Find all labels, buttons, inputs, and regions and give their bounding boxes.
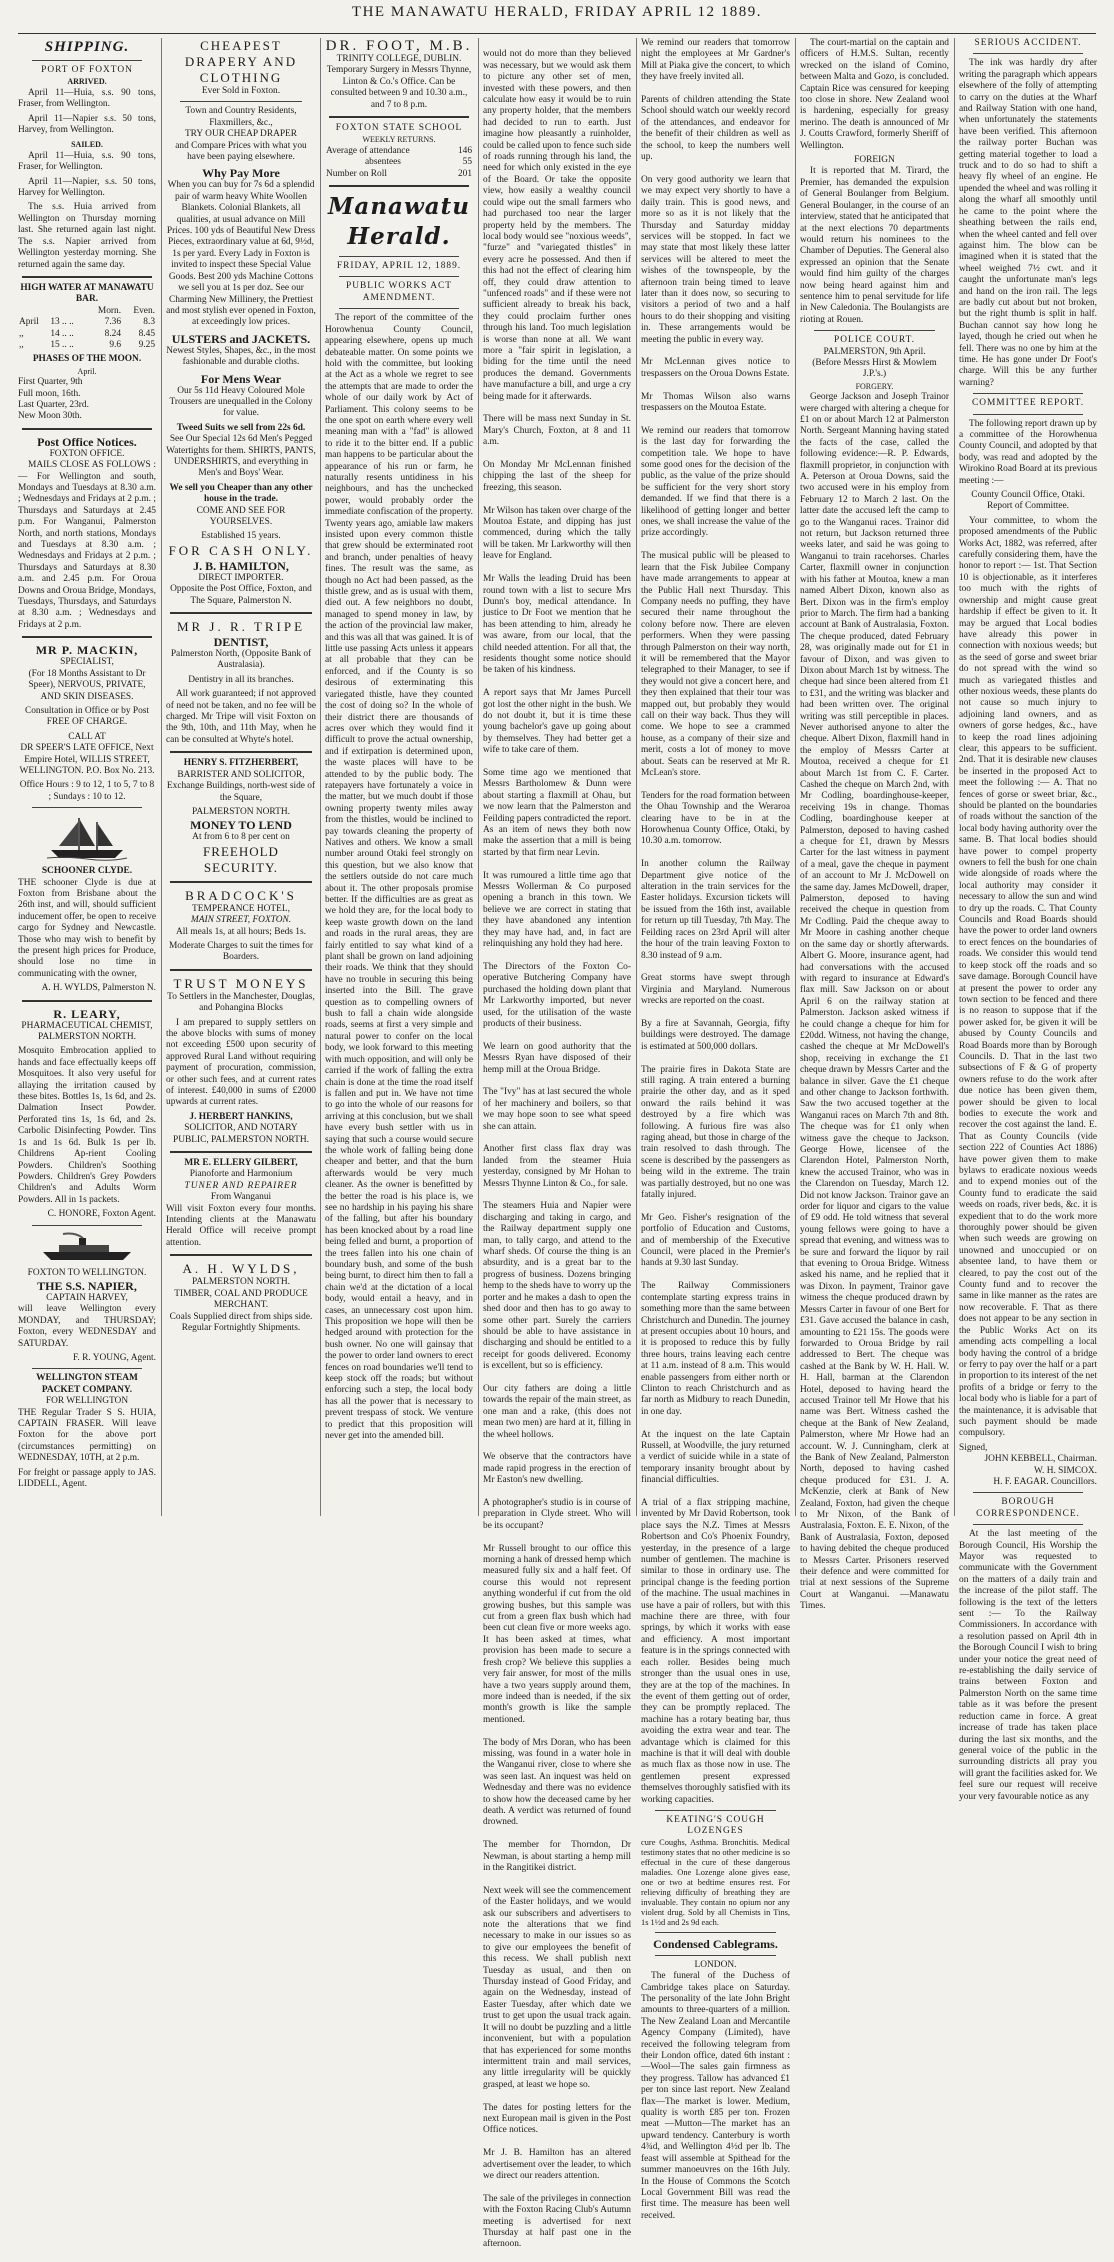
- cheaper-subheading: COME AND SEE FOR YOURSELVES.: [196, 505, 286, 527]
- hamilton-title: DIRECT IMPORTER.: [198, 572, 284, 583]
- divider: [973, 1524, 1083, 1525]
- column-adverts: [166, 38, 316, 1516]
- mens-wear-body: Our 5s 11d Heavy Coloured Mole Trousers are unequalled in the Colony for value.: [169, 385, 313, 419]
- tide-col-even: Even.: [133, 305, 155, 316]
- school-heading: FOXTON STATE SCHOOL: [335, 123, 463, 134]
- moon-phase: First Quarter, 9th: [18, 377, 83, 388]
- school-row: Average of attendance 146: [326, 145, 472, 156]
- fitzherbert-town: PALMERSTON NORTH.: [192, 806, 290, 817]
- mackin-call: CALL AT: [68, 731, 106, 742]
- napier-captain: CAPTAIN HARVEY,: [46, 1292, 128, 1303]
- gilbert-from: From Wanganui: [210, 1192, 272, 1203]
- divider: [170, 1151, 312, 1153]
- sailing-entry: April 11—Huia, s.s. 90 tons, Fraser, for Wellington.: [18, 150, 156, 173]
- divider: [22, 428, 152, 430]
- divider: [339, 308, 459, 309]
- news-body: We remind our readers that tomorrow night the employees at Mr Gardner's Mill at Piaka give the concert, to which they have freely invited all. Parents of children attending the State School should watch our weekly record of the attendances, and endeavor for the benefit of their children as well as the school, to keep the numbers well up. On very good authority we learn that we may expect very shortly to have a daily train. This is good news, and more so as it is not likely that the Thursday and Saturday midday services will be stopped. In fact we may state that most likely these latter services will be altered to meet the wishes of the townspeople, by the afternoon train being timed to leave later than it does now, so securing to visitors a period of two and a half hours to do their shopping and visiting in. These arrangements would be meeting the public in every way. Mr McLennan gives notice to trespassers on the Oroua Downs Estate. Mr Thomas Wilson also warns trespassers on the Moutoa Estate. We remind our readers that tomorrow is the last day for forwarding the competition tale. We hope to have some good ones for the decision of the public, as the value of the prize should be sufficient for the very short story demanded. If we find that there is a likelihood of getting longer and better ones, we shall increase the value of the prize accordingly. The musical public will be pleased to learn that the Fisk Jubilee Company have made arrangements to appear at the Public Hall next Thursday. This Company needs no puffing, they have secured their name throughout the colony before now. There are eleven performers. When they were passing through Palmerston on their way north, it will be remembered that the Mayor telegraphed to their Manager, to see if they would not give a concert here, and they then explained that their tour was mapped out, but probably they would call on their way back. Thus they will come. We hope to see a crammed house, as a company of their size and merit, costs a lot of money to move about. Seats can be reserved at Mr R. McLean's store. Tenders for the road formation between the Ohau Township and the Weraroa clearing have to be in at the Horowhenua County Office, Otaki, by 10.30 a.m. tomorrow. In another column the Railway Department give notice of the alteration in the train services for the Easter holidays. Excursion tickets will be issued from the 16th inst, available for return up till Tuesday, 7th May. The Feilding races on 23rd April will alter the hour of the train leaving Foxton to 8.30 instead of 9 a.m. Great storms have swept through Virginia and Maryland. Numerous wrecks are reported on the coast. By a fire at Savannah, Georgia, fifty buildings were destroyed. The damage is estimated at 500,000 dollars. The prairie fires in Dakota State are still raging. A train entered a burning prairie the other day, and as it sped onward the rails behind it was destroyed by a fire which was following. A furious fire was also raging ahead, but those in charge of the train resolved to dash through. The scene is described by the passengers as being wild in the extreme. The train was partially destroyed, but no one was fatally injured. Mr Geo. Fisher's resignation of the portfolio of Education and Customs, and of membership of the Executive Council, were placed in the Premier's hands at 9.30 last Sunday. The Railway Commissioners contemplate starting express trains in something more than the same between Christchurch and Dunedin. The journey at present occupies about 10 hours, and it is proposed to reduce this by fully three hours, trains leaving each centre at 11 a.m. instead of 8 a.m. This would enable passengers from either north or Clinton to reach Christchurch and as far north as Midbury to reach Dunedin, in one day. At the inquest on the late Captain Russell, at Woodville, the jury returned a verdict of suicide while in a state of temporary insanity brought about by financial difficulties. A trial of a flax stripping machine, invented by Mr David Robertson, took place says the N.Z. Times at Messrs Robertson and Co's Phoenix Foundry, yesterday, in the presence of a large number of gentlemen. The machine is similar to those in ordinary use. The principal change is the feeding portion of the machine. The usual machines in use have a pair of rollers, but with this machine there are three, with four springs, by which it works with ease and efficiency. A most important feature is in the springs connected with each roller. Besides being much stronger than the usual ones in use, they are at the top of the machines. In the event of them getting out of order, they can be promptly replaced. The machine has a rotary beating bar, thus avoiding the extra wear and tear. The advantage which is claimed for this machine is that it will deal with double as much flax as those now in use. The gentlemen present expressed themselves thoroughly satisfied with its working capacities.: [641, 38, 791, 1805]
- column-rule: [636, 38, 637, 1516]
- post-office-subheading: FOXTON OFFICE.: [49, 448, 125, 459]
- cheapest-subheading: Ever Sold in Foxton.: [201, 86, 281, 96]
- trust-moneys-heading: TRUST MONEYS: [173, 975, 309, 991]
- moon-phase: Last Quarter, 23rd.: [18, 399, 89, 410]
- committee-heading: COMMITTEE REPORT.: [971, 398, 1085, 409]
- moon-phase: New Moon 30th.: [18, 411, 82, 422]
- divider: [32, 1368, 142, 1369]
- tweed-body: See Our Special 12s 6d Men's Pegged Watertights for them. SHIRTS, PANTS, UNDERSHIRTS, and everything in Men's and Boys' Wear.: [166, 434, 316, 479]
- divider: [339, 276, 459, 277]
- wsp-schedule: THE Regular Trader S S. HUIA, CAPTAIN FRASER. Will leave Foxton for the above port (circumstances permitting) on WEDNESDAY, 10TH, at 2 p.m.: [18, 1407, 156, 1464]
- tripe-body: All work guaranteed; if not approved of need not be taken, and no fee will be charged. Mr Tripe will visit Foxton on the 9th, 10th, and 11th May, when he can be consulted at Whyte's hotel.: [166, 689, 316, 745]
- mackin-hours: Office Hours : 9 to 12, 1 to 5, 7 to 8 ; Sundays : 10 to 12.: [19, 780, 155, 802]
- school-row: absentees 55: [365, 157, 472, 168]
- wylds-body: Coals Supplied direct from ships side. Regular Fortnightly Shipments.: [169, 1311, 313, 1333]
- wsp-destination: FOR WELLINGTON: [45, 1396, 129, 1407]
- divider: [814, 330, 935, 331]
- fitzherbert-title: BARRISTER AND SOLICITOR,: [177, 769, 305, 780]
- clyde-heading: SCHOONER CLYDE.: [41, 866, 133, 877]
- committee-intro: The following report drawn up by a committee of the Horowhenua County Council, and adopted by that body, was read and adopted by the Wirokino Road Board at its previous meeting :—: [959, 418, 1098, 486]
- divider: [655, 1955, 776, 1956]
- divider: [655, 1810, 776, 1811]
- divider: [22, 276, 152, 278]
- gilbert-name: MR E. ELLERY GILBERT,: [184, 1158, 298, 1169]
- tide-col-morn: Morn.: [97, 305, 122, 316]
- wylds-name: A. H. WYLDS,: [182, 1261, 300, 1277]
- money-rate: At from 6 to 8 per cent on: [192, 832, 290, 843]
- napier-signature: F. R. YOUNG, Agent.: [72, 1352, 156, 1363]
- local-news-body: would not do more than they believed was necessary, but we would ask them to picture any other set of men, invested with these powers, and then calculate how easy it would be to ruin any property holder, that the members had decided to run to earth. Just imagine how pleasantly a ruinholder, could be called upon to fence such side of roads running through his land, the need for which only existed in the eye of the Board. Or take the opposite view, how easily a wealthy council could wipe out the small farmers who had purchased too near the larger property held by the members. The local body would see "noxious weeds", "furze" and "variegated thistles" in every acre he possessed. And then if this had not the effect of clearing him off, they could draw attention to "unfenced roads" and if these were not sufficient already to break his back, they could proclaim further ones through his land. Too much legislation is worse than none at all. We want more a "fair spirit in legislation, a biding for the time until the need produces the demand. Governments have manufacture a bill, and urge a cry being made for it afterwards. There will be mass next Sunday in St. Mary's Church, Foxton, at 8 and 11 a.m. On Monday Mr McLennan finished chipping the last of the sheep for freezing, this season. Mr Wilson has taken over charge of the Moutoa Estate, and dipping has just commenced, during which the tally will be taken. Mr Larkworthy will then leave for England. Mr Walls the leading Druid has been round town with a list to secure Mrs Dunn's boy, medical attendance. In justice to Dr Foot we mention that he has been attending to him, already he was aware, from our local, that the child needed attention. For all that, the residents thought some notice should be taken of his kindness. A report says that Mr James Purcell got lost the other night in the bush. We do not doubt it, but it is time these young bachelor's gave up going about by themselves. They had better get a wife to take care of them. Some time ago we mentioned that Messrs Bartholomew & Dunn were about starting a flaxmill at Ohau, but we now learn that the Palmerston and Feilding papers contradicted the report. As an item of news they both now make the assertion that a mill is being started by that firm near Levin. It was rumoured a little time ago that Messrs Wollerman & Co purposed opening a branch in this town. We believe we are correct in stating that they have abandoned any intention they may have had, and, in fact are relinquishing any hold they had here. The Directors of the Foxton Co-operative Butchering Company have purchased the holding down plant that Mr Larkworthy imported, but never used, for the utilisation of the waste products of their business. We learn on good authority that the Messrs Ryan have disposed of their hemp mill at the Oroua Bridge. The "Ivy" has at last secured the whole of her machinery and boilers, so that we may hope soon to see what speed she can attain. Another first class flax dray was landed from the steamer Huia yesterday, consigned by Mr Hohan to Messrs Thynne Linton & Co., for sale. The steamers Huia and Napier were discharging and taking in cargo, and the Railway department supply one man, to tally cargo, and attend to the wharf sheds. Of course the thing is an absurdity, and is a great bar to the progress of business. Dozens bringing hemp to the sheds have to worry up the porter and he makes a dash to open the shed door and then has to go away to some other part. Surely the carriers should be able to have assistance in discharging and should be entitled to a receipt for goods delivered. Economy is excellent, but so is efficiency. Our city fathers are doing a little towards the repair of the main street, as one man and a rake, (this does not mean two men) are hard at it, filling in the wheel hollows. We observe that the contractors have made rapid progress in the erection of Mr Easton's new dwelling. A photographer's studio is in course of preparation in Clyde street. Who will be its occupant? Mr Russell brought to our office this morning a hank of dressed hemp which measured fully six and a half feet. Of course this would not represent anything wonderful if cut from the old growing bushes, but this sample was cut from a green flax bush which had been cut clean five or more weeks ago. It has been asked at times, what provision has been made to secure a fresh crop? We believe this supplies a very fair answer, for most of the mills have a two years supply around them, more indeed than is needed, if the six month's growth is like the sample mentioned. The body of Mrs Doran, who has been missing, was found in a water hole in the Wanganui river, close to where she was seen last. An inquest was held on Wednesday and there was no evidence to show how the deceased came by her death. A verdict was returned of found drowned. The member for Thorndon, Dr Newman, is about starting a hemp mill in the Rangitikei district. Next week will see the commencement of the Easter holidays, and we would ask our subscribers and advertisers to note the alterations that we find necessary to make in our issues so as to give our employees the benefit of this recess. We shall publish next Tuesday as usual, and then on Thursday instead of Good Friday, and again on the Wednesday, instead of Easter Tuesday, after which date we trust to get upon the usual track again. It will no doubt be puzzling and a little inconvenient, but with a population that has experienced for some months intermittent train and mail services, any little irregularity will be quickly grasped, at least we hope so. The dates for posting letters for the next European mail is given in the Post Office notices. Mr J. B. Hamilton has an altered advertisement over the leader, to which we direct our readers attention. The sale of the privileges in connection with the Foxton Racing Club's Autumn meeting is advertised for next Thursday at half past one in the afternoon.: [483, 49, 631, 2250]
- police-court-charge: FORGERY.: [855, 381, 894, 391]
- committee-address: County Council Office, Otaki. Report of Committee.: [971, 490, 1085, 512]
- hankins-title: SOLICITOR, AND NOTARY PUBLIC, PALMERSTON NORTH.: [173, 1123, 309, 1145]
- leary-signature: C. HONORE, Foxton Agent.: [47, 1209, 156, 1220]
- cheapest-compare: and Compare Prices with what you have been paying elsewhere.: [175, 140, 307, 163]
- divider: [22, 1000, 152, 1002]
- tripe-title: DENTIST,: [213, 635, 269, 650]
- sailed-heading: SAILED.: [71, 140, 103, 150]
- divider: [973, 53, 1083, 54]
- divider: [22, 636, 152, 638]
- divider: [32, 1225, 142, 1226]
- ulsters-heading: ULSTERS and JACKETS.: [171, 331, 311, 346]
- cablegrams-london: LONDON.: [694, 1959, 737, 1970]
- divider: [973, 1492, 1083, 1493]
- keating-heading: KEATING'S COUGH LOZENGES: [666, 1814, 765, 1837]
- divider: [329, 185, 469, 187]
- divider: [170, 969, 312, 971]
- trust-moneys-subheading: To Settlers in the Manchester, Douglas, and Pohangina Blocks: [167, 991, 315, 1014]
- shipping-notes: The s.s. Huia arrived from Wellington on Thursday morning last. She returned again last night. The s.s. Napier arrived from Wellington yesterday morning. She returned again the same day.: [18, 202, 156, 270]
- mackin-title: SPECIALIST,: [60, 657, 114, 668]
- trust-moneys-body: I am prepared to supply settlers on the above blocks with sums of money not exceeding £500 upon security of approved Rural Land without requiring payment of procuration, commission, or other such fees, and at current rates of interest. £40,000 in sums of £2000 upwards at current rates.: [166, 1017, 316, 1108]
- issue-date: FRIDAY, APRIL 12, 1889.: [336, 261, 462, 272]
- foreign-heading: FOREIGN: [854, 155, 895, 166]
- clyde-notice: THE schooner Clyde is due at Foxton from Brisbane about the 26th inst, and will, should sufficient inducement offer, be open to receive cargo for Sydney and Newcastle. Those who may wish to benefit by the present high prices for Produce, should lose no time in communicating with the owner,: [18, 877, 156, 979]
- column-rule: [478, 38, 479, 1516]
- bradcock-meals: All meals 1s, at all hours; Beds 1s.: [176, 926, 306, 937]
- school-row: Number on Roll 201: [326, 168, 472, 179]
- tripe-dentistry: Dentistry in all its branches.: [188, 674, 294, 685]
- leary-title: PHARMACEUTICAL CHEMIST, PALMERSTON NORTH.: [21, 1020, 153, 1043]
- ulsters-body: Newest Styles, Shapes, &c., in the most fashionable and durable cloths.: [166, 345, 316, 368]
- tide-row: ,, 15 .. .. 9.6 9.25: [19, 339, 155, 350]
- tide-heading: HIGH WATER AT MANAWATU BAR.: [20, 282, 154, 305]
- hamilton-name: J. B. HAMILTON,: [193, 558, 289, 573]
- accident-heading: SERIOUS ACCIDENT.: [974, 38, 1082, 48]
- committee-signer: JOHN KEBBELL, Chairman.: [984, 1454, 1097, 1465]
- tide-table: [18, 306, 156, 352]
- tide-header-row: [18, 306, 156, 317]
- tide-row: ,, 14 .. .. 8.24 8.45: [19, 328, 155, 339]
- foreign-body: It is reported that M. Tirard, the Premier, has demanded the expulsion of General Boulanger from Belgium. General Boulanger, in the course of an interview, stated that he anticipated that at the next elections 70 departments would return his nominees to the Chamber of Deputies. The General also expressed an opinion that the Senate would find him guilty of the charges now being heard against him and sentence him to penal servitude for life in New Caledonia. The Boulangists are rioting at Rouen.: [800, 166, 949, 325]
- leary-advert: Mosquito Embrocation applied to hands and face effectually keeps off Mosquitoes. It also very useful for allaying the irritation caused by these bites. Bottles 1s, 1s 6d, and 2s. Dalmation Insect Powder. Perforated tins 1s, 1s 6d, and 2s. Carbolic Disinfecting Powder. Tins 1s and 1s 6d. Bulk 1s per lb. Childrens Ap-rient Cooling Powders. Children's Soothing Powders. Children's Grey Powders Children's and Adults Worm Powders. All in 1s packets.: [18, 1046, 156, 1205]
- why-pay-heading: Why Pay More: [202, 166, 280, 181]
- shipping-heading: SHIPPING.: [44, 39, 130, 55]
- wsp-freight: For freight or passage apply to JAS. LIDDELL, Agent.: [18, 1467, 156, 1490]
- clyde-signature: A. H. WYLDS, Palmerston N.: [41, 983, 156, 994]
- mackin-specialty: (For 18 Months Assistant to Dr Speer), NERVOUS, PRIVATE, AND SKIN DISEASES.: [28, 668, 146, 702]
- committee-signed: Signed,: [959, 1442, 988, 1453]
- cablegrams-heading: Condensed Cablegrams.: [653, 1936, 778, 1951]
- hankins-name: J. HERBERT HANKINS,: [189, 1111, 293, 1122]
- divider: [973, 414, 1083, 415]
- borough-body: At the last meeting of the Borough Council, His Worship the Mayor was requested to communicate with the Government on the matters of a daily train and the increase of the pilot staff. The following is the text of the letters sent :— To the Railway Commissioners. In accordance with a resolution passed on April 4th in the Borough Council I wish to bring under your notice the great need of re-establishing the daily service of trains between Foxton and Palmerston North on the same time table as it was before the present reduction came in force. A great increase of trade has taken place during the last six months, and the general voice of the public in the surrounding districts all pray you will grant the facilities asked for. We feel sure our request will receive your very favourable notice as any: [959, 1529, 1097, 1802]
- wylds-town: PALMERSTON NORTH.: [192, 1277, 290, 1288]
- fitzherbert-address: Exchange Buildings, north-west side of the Square,: [166, 781, 316, 803]
- wylds-trade: TIMBER, COAL AND PRODUCE MERCHANT.: [174, 1288, 308, 1311]
- foot-college: TRINITY COLLEGE, DUBLIN.: [336, 54, 462, 64]
- divider: [655, 1932, 776, 1933]
- tripe-address: Palmerston North, (Opposite Bank of Australasia).: [170, 649, 312, 671]
- mackin-consultation: Consultation in Office or by Post FREE OF CHARGE.: [24, 705, 150, 728]
- bradcock-subheading: TEMPERANCE HOTEL,: [192, 903, 290, 914]
- accident-body: The ink was hardly dry after writing the paragraph which appears elsewhere of the folly of attempting to carry on the duties at the Wharf and Railway Station with one hand, when unfortunately the statements have been verified. This afternoon the railway porter Buchan was getting material together to load a truck and to do so had to shift a heavy fly wheel of an engine. He upended the wheel and was rolling it along the wharf all smoothly until he came to the point where the sheathing between the rails end, when the wheel canted and fell over against him. The blow can be imagined when it is stated that the wheel weighed 7½ cwt. and it caught the unfortunate man's legs and hand on the iron rail. The legs are badly cut about but not broken, but the right thumb is split in half. Buchan cannot say how long he layed, though he cried out when he fell. There was no one by him at the time. He has gone under Dr Foot's charge. Will this be any further warning?: [959, 58, 1097, 388]
- cheapest-try: TRY OUR CHEAP DRAPER: [184, 129, 298, 140]
- money-to-lend: MONEY TO LEND: [190, 818, 292, 833]
- column-rule: [795, 38, 796, 1516]
- divider: [170, 881, 312, 883]
- school-returns-table: [325, 146, 473, 180]
- cable-continued: The court-martial on the captain and officers of H.M.S. Sultan, recently wrecked on the island of Comino, between Malta and Gozo, is concluded. Captain Rice was censured for keeping too close in shore. New Zealand wool is hardening, especially for greasy merino. The death is announced of Mr J. Coutts Crawford, formerly Sheriff of Wellington.: [800, 38, 949, 151]
- gilbert-tuner: TUNER AND REPAIRER: [184, 1180, 298, 1191]
- borough-heading: BOROUGH CORRESPONDENCE.: [976, 1497, 1080, 1519]
- moon-heading: PHASES OF THE MOON.: [32, 354, 142, 365]
- editorial-body: The report of the committee of the Horowhenua County Council, appearing elsewhere, opens up much debateable matter. On some points we hold with the committee, but looking at the Act as a whole we regret to see the attempts that are made to order the whole of our daily work by Act of Parliament. This colony seems to be the one spot on earth where every well meaning man with a "fad" is allowed to ride it to the bitter end. If a public man happens to be particular about the appearance of his run or farm, he naturally resents untidiness in his neighbours, and has the unchecked power, would probably order the immediate confiscation of the property. Twenty years ago, amiable law makers insisted upon every common thistle that grew should be exterminated root and branch, under penalties of heavy fines. The result was the same, as though no Act had been passed, as the thistle grew, and as is usual with them, died out. A few neighbors no doubt, managed to spend money in law, by the action of the provincial law maker, and this was all that was gained. It is of little use passing Acts unless it appears at all probable that they can be enforced, and if the County is so desirous of exterminating this variegated thistle, have they counted the cost of doing so? In the whole of their district there are thousands of acres over which they would find it difficult to prove the actual ownership, and if extirpation is determined upon, the waste places will have to be attended to by the public body. The ratepayers have fortunately a voice in the matter, but we much doubt if those owning property twenty miles away from the thistles, would be inclined to pay towards cleaning the property of Natives and others. We know a small number around Otaki feel strongly on this question, but we also know that the settlers outside do not care much about it. The other proposals promise better. If the difficulties are as great as we hold they are, for the local body to keep waste growth down on the land and roads in the rural areas, they are fairly entitled to say what kind of a plant shall be grown on land adjoining their roads. We think that they should have no trouble in securing this being inserted into the Bill. The grave question as to compelling owners of bush to fall a chain wide alongside roads, seems at first a very simple and natural power to confer on the local body, we look forward to this meeting with much opposition, and will only be carried if the work of falling the extra chain is done at the time the road itself is fallen and put in. We have not time to go into the whole of our reasons for arriving at this conclusion, but we shall have every bush settler with us in saying that such a course would secure the whole work of falling being done cheaper and better, and that the burn afterwards would be very much cleaner. As the owner is benefitted by the better the road is his place is, we see no hardship in his paying his share of the falling, but after his boundary has been knocked about by a road line being felled and burnt, a proportion of the trees fallen into his one chain of boundary bush, and some of the bush being burnt, to direct him then to fall a chain we'd at the dictation of a local body, would entail a heavy, and in cases, an unnecessary cost upon him. This proposition we hope will then be hedged around with protection for the bush owner. No one will gainsay that the power to order land owners to erect fences on road boundaries we'll tend to keep stock off the roads; but without enforcing such a step, the local body has all the power that is necessary to prevent trespass of stock. We venture to predict that this proposition will never get into the amended bill.: [325, 313, 473, 1442]
- committee-signer: W. H. SIMCOX.: [1034, 1465, 1097, 1476]
- cheapest-heading: CHEAPEST DRAPERY AND CLOTHING: [184, 38, 298, 85]
- bradcock-charges: Moderate Charges to suit the times for Boarders.: [168, 940, 314, 963]
- freehold-security: FREEHOLD SECURITY.: [203, 843, 279, 875]
- column-rule: [320, 38, 321, 1516]
- divider: [170, 612, 312, 614]
- moon-phase: Full moon, 16th.: [18, 388, 81, 399]
- editorial-heading: PUBLIC WORKS ACT AMENDMENT.: [346, 281, 452, 303]
- divider: [170, 1254, 312, 1256]
- masthead-rule: [18, 33, 1096, 34]
- divider: [32, 60, 142, 61]
- mackin-address: DR SPEER'S LATE OFFICE, Next Empire Hotel, WILLIS STREET, WELLINGTON. P.O. Box No. 213.: [19, 743, 155, 776]
- napier-heading: THE S.S. NAPIER,: [37, 1278, 137, 1293]
- masthead-title: THE MANAWATU HERALD, FRIDAY APRIL 12 1889.: [351, 4, 763, 20]
- gilbert-title: Pianoforte and Harmonium: [189, 1169, 293, 1180]
- hamilton-address: Opposite the Post Office, Foxton, and The Square, Palmerston N.: [170, 584, 312, 606]
- column-editorial: [325, 38, 473, 1516]
- why-pay-body: When you can buy for 7s 6d a splendid pair of warm heavy White Woollen Blankets. Colonial Blankets, all qualities, at usual advance on Mill Prices. 100 yds of Beautiful New Dress Pieces, extraordinary value at 6d, 9½d, 1s per yard. Every Lady in Foxton is invited to inspect these Special Value Goods. Best 200 yds Machine Cottons we sell you at 1s per doz. See our Charming New Millinery, the Prettiest and most stylish ever opened in Foxton, at exceedingly low prices.: [166, 180, 316, 328]
- moon-subheading: April.: [77, 366, 97, 376]
- arrived-heading: ARRIVED.: [67, 77, 107, 87]
- column-reports: [959, 38, 1098, 1802]
- tide-row: April 13 .. .. 7.36 8.3: [19, 317, 155, 328]
- column-local-news: [483, 38, 631, 2250]
- bradcock-address: MAIN STREET, FOXTON.: [190, 915, 292, 926]
- column-rule: [954, 38, 955, 1516]
- cheapest-audience: Town and Country Residents, Flaxmillers, &c.,: [185, 106, 297, 128]
- post-office-heading: Post Office Notices.: [37, 434, 137, 449]
- divider: [329, 116, 469, 118]
- police-court-bench: (Before Messrs Hirst & Mowlem J.P.'s.): [812, 357, 937, 380]
- arrival-entry: April 11—Huia, s.s. 90 tons, Fraser, from Wellington.: [18, 87, 156, 110]
- sailing-entry: April 11—Napier, s.s. 50 tons, Harvey for Wellington.: [18, 176, 156, 199]
- leary-name: R. LEARY,: [53, 1006, 121, 1021]
- school-subheading: WEEKLY RETURNS.: [362, 135, 436, 145]
- gilbert-body: Will visit Foxton every four months. Intending clients at the Manawatu Herald Office will receive prompt attention.: [166, 1203, 316, 1248]
- tripe-heading: MR J. R. TRIPE: [176, 619, 306, 635]
- steamer-icon: [39, 1230, 135, 1264]
- committee-signer: H. F. EAGAR. Councillors.: [993, 1476, 1097, 1487]
- napier-schedule: will leave Wellington every MONDAY, and THURSDAY; Foxton, every WEDNESDAY and SATURDAY.: [18, 1304, 156, 1349]
- post-office-notice: MAILS CLOSE AS FOLLOWS :— For Wellington and south, Mondays and Tuesdays at 8.30 a.m. ; Wednesdays and Fridays at 2 p.m. ; Thursdays and Saturdays at 2.45 p.m. For Wanganui, Palmerston North, and north stations, Mondays and Tuesdays at 8.30 a.m. ; Wednesdays and Fridays at 2 p.m. ; Thursdays and Saturdays at 8.30 a.m. and 2.45 p.m. For Oroua Downs and Oroua Bridge, Mondays, Tuesdays, Thursdays, and Saturdays at 8.30 a.m. ; Wednesdays and Fridays at 2 p.m.: [18, 460, 157, 630]
- herald-logo: Manawatu Herald.: [327, 193, 471, 251]
- port-heading: PORT OF FOXTON: [41, 65, 133, 75]
- column-news: [641, 38, 791, 2221]
- mackin-name: MR P. MACKIN,: [35, 643, 139, 658]
- divider: [180, 101, 302, 102]
- bradcock-heading: BRADCOCK'S: [185, 887, 297, 903]
- tweed-heading: Tweed Suits we sell from 22s 6d.: [176, 422, 306, 433]
- napier-route: FOXTON TO WELLINGTON.: [27, 1267, 147, 1278]
- police-court-place: PALMERSTON, 9th April.: [823, 346, 926, 357]
- schooner-ship-icon: [45, 812, 129, 862]
- foot-heading: DR. FOOT, M.B.: [325, 38, 473, 54]
- cheaper-heading: We sell you Cheaper than any other house in the trade.: [169, 482, 313, 505]
- divider: [32, 807, 142, 808]
- divider: [339, 256, 459, 257]
- foot-body: Temporary Surgery in Messrs Thynne, Linton & Co.'s Office. Can be consulted between 9 and 10.30 a.m., and 7 to 8 p.m.: [326, 65, 472, 110]
- divider: [170, 751, 312, 753]
- arrival-entry: April 11—Napier s.s. 50 tons, Harvey, from Wellington.: [18, 113, 156, 136]
- keating-advert: cure Coughs, Asthma. Bronchitis. Medical testimony states that no other medicine is so effectual in the cure of these dangerous maladies. One Lozenge alone gives ease, one or two at bedtime ensures rest. For relieving difficulty of breathing they are invaluable. They contain no opium nor any violent drug. Sold by all Chemists in Tins, 1s 1½d and 2s 9d each.: [641, 1837, 790, 1927]
- wsp-heading: WELLINGTON STEAM PACKET COMPANY.: [36, 1373, 138, 1395]
- mens-wear-heading: For Mens Wear: [200, 371, 282, 386]
- divider: [973, 393, 1083, 394]
- column-court: [800, 38, 949, 1612]
- police-court-body: George Jackson and Joseph Trainor were charged with altering a cheque for £1 on or about March 12 at Palmerston North. Sergeant Manning having stated the facts of the case, called the following evidence:—R. P. Edwards, flaxmill proprietor, in conjunction with A. Peterson at Oroua Downs, said the two accused were in his employ from February 12 to March 2 last. On the latter date the accused left the camp to go to the Wanganui races. Trainor did not return, but Jackson returned three weeks later, and said he was going to Wanganui to train racehorses. Charles Carter, flaxmill owner in conjunction with his father at Moutoa, knew a man named Albert Dixon, known also as Bert. Dixon was in the firm's employ prior to March. The firm had a banking account at Bank of Australasia, Foxton. The cheque produced, dated February 28, was originally made out for £1 in favour of Dixon, and was given to Dixon about March 1st by witness. The cheque had since been altered from £1 to £31, and the writing was blacker and had been written over. The original writing was still perceptible in places. Never authorised anyone to alter the cheque. Albert Dixon, flaxmill hand in the employ of Messrs Carter at Moutoa, received a cheque for £1 about March 1st from C. F. Carter. Cashed the cheque on March 2nd, with Mr Codling, boardinghouse-keeper, receiving 19s in change. Thomas Codling, boardinghouse keeper at Palmerston, deposed to having cashed a cheque for £1, drawn by Messrs Carter for the last witness in payment of a meal, gave the cheque in payment of an account to Mr J. McDowell on the same day. James McDowell, draper, Palmerston, deposed to having received the cheque in question from Mr Codling. Paid the cheque away to Mr Moore in cashing another cheque on the same day or shortly afterwards. Albert G. Moore, insurance agent, had had conversations with the accused with regard to insurance at Edward's flax mill. Saw Jackson on or about April 6 on the railway station at Palmerston. Jackson asked witness if he could change a cheque for him for £20dd. Witness, not having the change, cashed the cheque at Mr McDowell's shop, receiving in exchange the £1 cheque drawn by Messrs Carter and the balance in silver. Gave the £1 cheque and other change to Jackson forthwith. Saw the two accused together at the Wanganui races on March 7th and 8th. The cheque was for £1 only when witness gave the cheque to Jackson. George Howe, licensee of the Clarendon Hotel, Palmerston North, knew the accused Trainor, who was in the Clarendon on Tuesday, March 12. Did not know Jackson. Trainor gave an order for liquor and cigars to the value of £9 odd. He told witness that several young fellows were going to have a spread that evening, and witness was to be sure and forward the liquor by rail that evening to Oroua Bridge. Witness asked his name, and he replied that it was Dixon. In payment, Trainor gave witness the cheque produced drawn by Messrs Carter in favour of one Bert for £31. Gave accused the balance in cash, amounting to £21 15s. The goods were forwarded to Oroua Bridge by rail addressed to Bert. The cheque was cashed at the Bank by W. H. Hall. W. H. Hall, barman at the Clarendon Hotel, deposed to having heard the accused Trainor tell Mr Howe that his name was Bert. Witness cashed the cheque at the Bank of New Zealand, Palmerston, where Mr Howe had an account. W. J. Cunningham, clerk at the Bank of New Zealand, Palmerston North, deposed to having cashed cheque produced for £31. J. A. McKenzie, clerk at Bank of New Zealand, Foxton, had given the cheque to Mr Nixon, of the Bank of Australasia, Foxton. E. E. Nixon, of the Bank of Australasia, Foxton, deposed to having debited the cheque produced to Messrs Carter. Prisoners reserved their defence and were committed for trial at next sessions of the Supreme Court at Wanganui. —Manawatu Times.: [800, 392, 949, 1612]
- established: Established 15 years.: [201, 531, 281, 542]
- police-court-heading: POLICE COURT.: [833, 335, 915, 346]
- committee-body: Your committee, to whom the proposed amendments of the Public Works Act, 1882, was referred, after carefully considering them, have the honor to report :— 1st. That Section 10 is objectionable, as it interferes too much with the rights of ownership and might cause great hardship if effect be given to it. It may be argued that Local bodies have already this power in connection with noxious weeds; but as the seed of gorse and sweet briar do not spread with the wind so much as variegated thistles and other noxious weeds, these plants do not cause so much injury to adjoining land owners, and as owners of gorse hedges, &c., have to keep the road lines adjoining clear, this appears to be sufficient. 2nd. That it is desirable new clauses be inserted in the proposed Act to meet the following :— A. That no fences of gorse or sweet briar, &c., should be planted on the boundaries of roads without the sanction of the local body having authority over the same. B. That local bodies should have power to compel property owners to fell the bush for one chain wide alongside of roads where the local authority may consider it necessary to allow the sun and wind to dry up the roads. C. That County Councils and Road Boards should have the power to order land owners to erect fences on the boundaries of roads. We consider this would tend to keep stock off the roads and so save damage. Borough Council have at present the power to order any town section to be fenced and there is no reason to suppose that if the power asked for, be given it will be abused by County Councils and Road Boards more than by Borough Councils. D. That in the last two subsections of F & G of property owners refuse to do the work after due notice has been given them, power should be given to local bodies to execute the work and recover the cost against the land. E. That as County Councils (vide section 222 of Counties Act 1886) have power given them to make bylaws to eradicate noxious weeds and to expend monies out of the County fund to eradicate the said weeds on roads, river beds, &c. it is expedient that to do the work more thoroughly power should be given when such weeds are growing on unowned and unoccupied or on absentee land, to have them or cleared, to pay the cost out of the County fund and to recover the same in like manner as the rates are now recoverable. F. That as there does not appear to be any section in the Public Works Act on its amending acts compelling a local body having the control of a bridge or ferry to pay over the half or a part in proportion to its interest of the net profits of a bridge or ferry to the local body who is liable for a part of the maintenance, it is advisable that such payment should be made compulsory.: [959, 515, 1097, 1439]
- cash-only: FOR CASH ONLY.: [168, 542, 314, 558]
- column-shipping: [18, 38, 156, 1516]
- cablegrams-body: The funeral of the Duchess of Cambridge takes place on Saturday. The personality of the late John Bright amounts to three-quarters of a million. The New Zealand Loan and Mercantile Agency Company (Limited), have received the following telegram from their London office, dated 6th instant :—Wool—The sales gain firmness as they progress. Tallow has advanced £1 per ton since last report. New Zealand flax—The market is lower. Medium, quality is worth £85 per ton. Frozen meat —Mutton—The market has an upward tendency. Canterbury is worth 4¾d, and Wellington 4½d per lb. The feast will assemble at Spithead for the summer manoeuvres on the 16th July. In the House of Commons the Scotch Local Government Bill was read the first time. The measure has been well received.: [641, 1971, 790, 2221]
- fitzherbert-name: HENRY S. FITZHERBERT,: [183, 758, 299, 769]
- column-rule: [161, 38, 162, 1516]
